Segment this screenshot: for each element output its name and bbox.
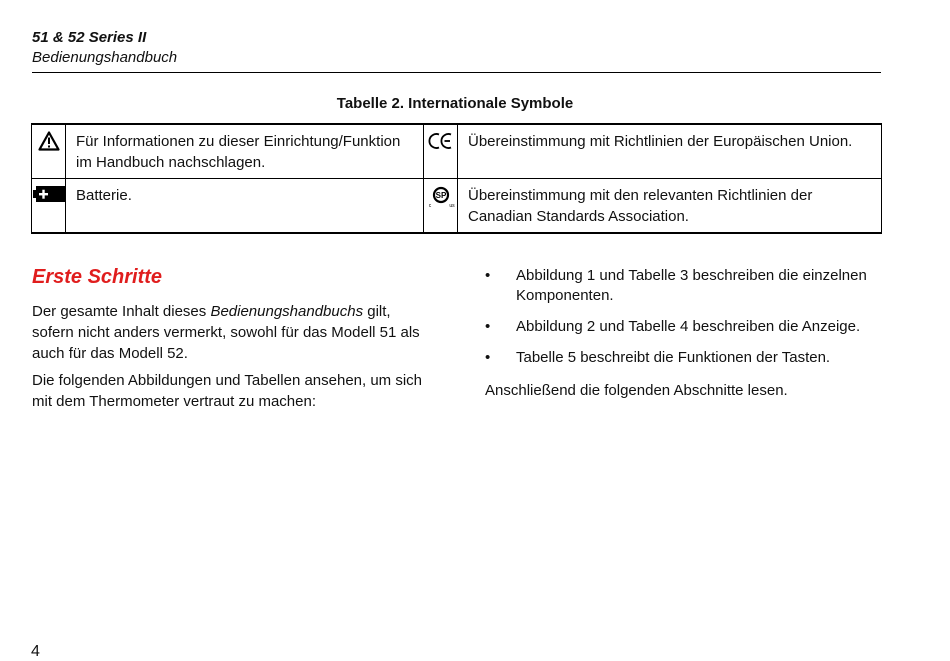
closing-sentence: Anschließend die folgenden Abschnitte lesen.: [485, 382, 788, 399]
symbol-description: Batterie.: [66, 179, 424, 234]
symbol-cell: [32, 124, 66, 179]
intro-paragraph: [32, 301, 432, 364]
symbols-table: [31, 123, 882, 234]
list-item-text: Abbildung 1 und Tabelle 3 beschreiben die einzelnen Komponenten.: [516, 267, 867, 304]
intro-text-emphasis: Bedienungshandbuchs: [210, 303, 364, 320]
table-row: [32, 179, 882, 234]
intro-text-start: Der gesamte Inhalt dieses: [32, 303, 211, 320]
page-number: 4: [31, 643, 40, 660]
list-item: [485, 266, 895, 306]
table-caption: Tabelle 2. Internationale Symbole: [336, 95, 574, 112]
table-row: [32, 124, 882, 179]
symbol-description: Für Informationen zu dieser Einrichtung/Funktion im Handbuch nachschlagen.: [66, 124, 424, 179]
overview-paragraph: Die folgenden Abbildungen und Tabellen ansehen, um sich mit dem Thermometer vertraut zu machen:: [32, 372, 423, 410]
csa-mark-center-text: SP: [435, 191, 446, 200]
battery-icon: [33, 185, 65, 203]
header-product-title: 51 & 52 Series II: [32, 29, 147, 46]
csa-mark-c-text: c: [428, 203, 431, 209]
header-document-type: Bedienungshandbuch: [32, 49, 178, 66]
bullet-marker: •: [485, 318, 491, 335]
header-divider: [32, 72, 881, 73]
list-item: [485, 348, 895, 368]
symbol-cell: [32, 179, 66, 234]
warning-triangle-icon: [38, 131, 60, 151]
symbol-description: Übereinstimmung mit Richtlinien der Europäischen Union.: [458, 124, 882, 179]
ce-mark-icon: [428, 131, 454, 151]
bullet-marker: •: [485, 349, 491, 366]
symbol-cell: [424, 179, 458, 234]
symbol-cell: [424, 124, 458, 179]
bullet-marker: •: [485, 267, 491, 284]
list-item-text: Tabelle 5 beschreibt die Funktionen der Tasten.: [516, 349, 831, 366]
csa-mark-us-text: us: [448, 203, 455, 209]
symbol-description: Übereinstimmung mit den relevanten Richtlinien der Canadian Standards Association.: [458, 179, 882, 234]
list-item-text: Abbildung 2 und Tabelle 4 beschreiben die Anzeige.: [516, 318, 861, 335]
csa-mark-icon: [427, 185, 455, 209]
list-item: [485, 317, 895, 337]
reference-list: [485, 266, 895, 379]
intro-text-end: gilt, sofern nicht anders vermerkt, sowohl für das Modell 51 als auch für das Modell 52.: [32, 303, 420, 362]
section-title: Erste Schritte: [32, 266, 163, 288]
